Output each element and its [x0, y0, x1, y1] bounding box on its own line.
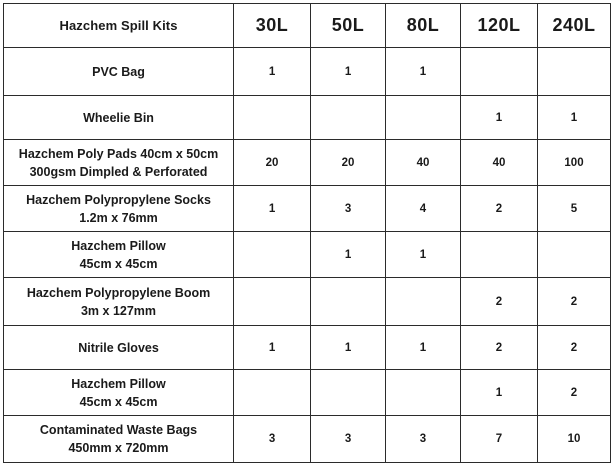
qty-cell-240l: 100	[538, 140, 611, 186]
qty-cell-50l: 1	[311, 326, 386, 370]
table-row	[4, 232, 611, 278]
qty-cell-30l	[234, 278, 311, 326]
item-name: PVC Bag	[92, 64, 145, 79]
table-row	[4, 370, 611, 416]
header-row	[4, 4, 611, 48]
item-spec: 3m x 127mm	[80, 303, 157, 318]
size-header-80l: 80L	[386, 4, 461, 48]
qty-cell-80l: 1	[386, 326, 461, 370]
item-name-cell	[4, 370, 234, 416]
qty-cell-240l	[538, 48, 611, 96]
qty-cell-30l	[234, 96, 311, 140]
table-row	[4, 140, 611, 186]
table-row	[4, 186, 611, 232]
spill-kit-table	[3, 3, 611, 463]
qty-cell-120l: 2	[461, 278, 538, 326]
item-name-cell	[4, 186, 234, 232]
item-name-cell	[4, 140, 234, 186]
qty-cell-50l: 20	[311, 140, 386, 186]
qty-cell-80l	[386, 278, 461, 326]
qty-cell-30l	[234, 370, 311, 416]
table-row	[4, 416, 611, 463]
item-name: Hazchem Pillow	[71, 238, 166, 253]
item-name-cell	[4, 96, 234, 140]
qty-cell-80l: 1	[386, 48, 461, 96]
qty-cell-30l: 1	[234, 48, 311, 96]
qty-cell-50l	[311, 278, 386, 326]
qty-cell-30l: 1	[234, 326, 311, 370]
qty-cell-30l: 1	[234, 186, 311, 232]
qty-cell-50l	[311, 96, 386, 140]
size-header-50l: 50L	[311, 4, 386, 48]
item-spec: 300gsm Dimpled & Perforated	[29, 164, 208, 179]
qty-cell-80l: 40	[386, 140, 461, 186]
size-header-30l: 30L	[234, 4, 311, 48]
qty-cell-120l	[461, 232, 538, 278]
table-row	[4, 278, 611, 326]
item-name: Nitrile Gloves	[78, 340, 159, 355]
qty-cell-30l: 3	[234, 416, 311, 463]
item-name-cell	[4, 232, 234, 278]
qty-cell-120l: 1	[461, 96, 538, 140]
item-name: Wheelie Bin	[83, 110, 154, 125]
size-header-120l: 120L	[461, 4, 538, 48]
qty-cell-240l: 2	[538, 278, 611, 326]
item-name: Hazchem Poly Pads 40cm x 50cm	[18, 146, 219, 161]
qty-cell-120l: 1	[461, 370, 538, 416]
qty-cell-50l: 3	[311, 416, 386, 463]
item-name: Hazchem Polypropylene Boom	[26, 285, 211, 300]
item-spec: 450mm x 720mm	[68, 441, 169, 455]
qty-cell-120l: 40	[461, 140, 538, 186]
qty-cell-240l: 10	[538, 416, 611, 463]
item-spec: 1.2m x 76mm	[79, 210, 158, 225]
qty-cell-30l	[234, 232, 311, 278]
qty-cell-50l: 3	[311, 186, 386, 232]
qty-cell-80l: 4	[386, 186, 461, 232]
item-name-cell	[4, 416, 234, 463]
item-name-cell	[4, 326, 234, 370]
qty-cell-120l: 2	[461, 326, 538, 370]
item-name-cell	[4, 278, 234, 326]
item-spec: 45cm x 45cm	[79, 256, 158, 271]
qty-cell-240l: 1	[538, 96, 611, 140]
qty-cell-50l	[311, 370, 386, 416]
item-name: Hazchem Pillow	[71, 376, 166, 391]
item-spec: 45cm x 45cm	[79, 394, 158, 409]
qty-cell-50l: 1	[311, 48, 386, 96]
qty-cell-80l: 1	[386, 232, 461, 278]
qty-cell-240l: 2	[538, 326, 611, 370]
qty-cell-50l: 1	[311, 232, 386, 278]
item-name: Hazchem Polypropylene Socks	[26, 192, 211, 207]
qty-cell-80l	[386, 370, 461, 416]
table-title-cell: Hazchem Spill Kits	[4, 4, 234, 48]
table-row	[4, 326, 611, 370]
table-row	[4, 48, 611, 96]
qty-cell-120l	[461, 48, 538, 96]
qty-cell-120l: 7	[461, 416, 538, 463]
qty-cell-120l: 2	[461, 186, 538, 232]
qty-cell-240l	[538, 232, 611, 278]
qty-cell-80l	[386, 96, 461, 140]
table-row	[4, 96, 611, 140]
qty-cell-240l: 5	[538, 186, 611, 232]
size-header-240l: 240L	[538, 4, 611, 48]
qty-cell-240l: 2	[538, 370, 611, 416]
qty-cell-30l: 20	[234, 140, 311, 186]
item-name: Contaminated Waste Bags	[39, 423, 198, 437]
qty-cell-80l: 3	[386, 416, 461, 463]
item-name-cell	[4, 48, 234, 96]
